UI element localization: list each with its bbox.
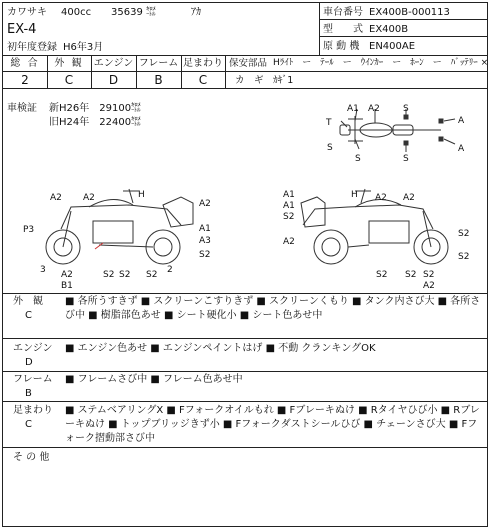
auction-sheet <box>2 2 488 527</box>
frame-notes: ■ フレームさび中 ■ フレーム色あせ中 <box>65 374 243 385</box>
left-label-s2-b: S2 <box>119 270 131 280</box>
left-label-a2-front: A2 <box>50 193 62 203</box>
inspection-label: 車検証 <box>7 103 37 114</box>
right-label-s2-a: S2 <box>376 270 388 280</box>
inspection-line-2: 旧H24年 22400㌖ <box>49 117 142 128</box>
right-label-s2-c: S2 <box>423 270 435 280</box>
top-label-a-lower: A <box>458 144 465 154</box>
frame-grade: B <box>25 388 32 399</box>
frame-number-value: EX400B-000113 <box>369 7 450 18</box>
right-label-a2-front: A2 <box>403 193 415 203</box>
model-name: EX-4 <box>7 22 37 37</box>
top-label-a1: A1 <box>347 104 359 114</box>
suspension-label: 足まわり <box>13 405 53 416</box>
other-label: そ の 他 <box>13 452 50 463</box>
left-label-s2-rear: S2 <box>199 250 211 260</box>
right-label-h: H <box>351 190 358 200</box>
left-label-a2-tank: A2 <box>83 193 95 203</box>
exterior-notes: ■ 各所うすきず ■ スクリーンこすりきず ■ スクリーンくもり ■ タンク内さび大 ■ 各所さび中 ■ 樹脂部色あせ ■ シート硬化小 ■ シート色あせ中 <box>65 296 481 321</box>
exterior-label: 外 観 <box>13 296 43 307</box>
top-label-s: S <box>403 104 409 114</box>
left-label-a2-bottom: A2 <box>61 270 73 280</box>
grade-suspension-value: C <box>198 73 208 87</box>
left-label-p3: P3 <box>23 225 35 235</box>
right-label-s2-rear: S2 <box>283 212 295 222</box>
left-label-a1: A1 <box>199 224 211 234</box>
suspension-grade: C <box>25 419 32 430</box>
right-label-a1-lower: A1 <box>283 201 295 211</box>
left-label-3: 3 <box>40 265 46 275</box>
equipment-row-2: カ ギ ｶｷﾞ1 <box>235 75 294 86</box>
frame-label: フレーム <box>13 374 53 385</box>
left-label-2: 2 <box>167 265 173 275</box>
grade-engine-value: D <box>108 73 119 87</box>
engine-grade: D <box>25 357 33 368</box>
type-value: EX400B <box>369 24 409 35</box>
left-label-a2-rear: A2 <box>199 199 211 209</box>
grade-exterior-value: C <box>64 73 74 87</box>
right-label-a1-upper: A1 <box>283 190 295 200</box>
top-label-a2: A2 <box>368 104 380 114</box>
damage-diagrams <box>3 89 487 289</box>
engine-model-value: EN400AE <box>369 41 416 52</box>
grade-engine-head: エンジン <box>93 58 134 69</box>
grade-overall-value: 2 <box>21 73 29 87</box>
type-label: 型 式 <box>323 24 363 35</box>
engine-model-label: 原 動 機 <box>323 41 360 52</box>
left-side-motorcycle <box>46 189 193 264</box>
grade-overall-head: 総 合 <box>10 58 40 69</box>
grade-exterior-head: 外 観 <box>54 58 84 69</box>
first-registration-label: 初年度登録 <box>7 42 57 53</box>
mileage: 35639 ㌖ <box>111 7 156 18</box>
first-registration-value: H6年3月 <box>63 42 104 53</box>
left-label-s2-a: S2 <box>103 270 115 280</box>
left-label-h: H <box>138 190 145 200</box>
right-label-s2-front-b: S2 <box>458 252 470 262</box>
displacement: 400cc <box>61 7 92 18</box>
color: ｱｶ <box>191 7 201 18</box>
top-label-s-rear: S <box>403 154 409 164</box>
grade-frame-head: フレーム <box>138 58 179 69</box>
left-label-b1: B1 <box>61 281 73 289</box>
right-label-a2-bottom: A2 <box>423 281 435 289</box>
exterior-grade: C <box>25 310 32 321</box>
top-label-t: T <box>326 118 332 128</box>
top-view-motorcycle <box>340 109 455 152</box>
grade-frame-value: B <box>154 73 163 87</box>
top-label-s-lower: S <box>355 154 361 164</box>
frame-number-label: 車台番号 <box>323 7 363 18</box>
right-label-s2-b: S2 <box>405 270 417 280</box>
right-label-a2-tank: A2 <box>375 193 387 203</box>
equipment-row-1: Hﾗｲﾄ ー ﾃｰﾙ ー ｳｲﾝｶｰ ー ﾎｰﾝ ー ﾊﾞｯﾃﾘｰ × <box>273 58 489 68</box>
grade-suspension-head: 足まわり <box>183 58 223 69</box>
engine-notes: ■ エンジン色あせ ■ エンジンペイントはげ ■ 不動 クランキングOK <box>65 343 376 354</box>
top-label-a-upper: A <box>458 116 465 126</box>
left-label-s2-c: S2 <box>146 270 158 280</box>
right-label-a2-rear: A2 <box>283 237 295 247</box>
engine-label: エンジン <box>13 343 53 354</box>
inspection-line-1: 新H26年 29100㌖ <box>49 103 142 114</box>
top-label-s-left: S <box>327 143 333 153</box>
maker: カワサキ <box>7 7 47 18</box>
left-label-a3: A3 <box>199 236 211 246</box>
suspension-notes: ■ ステムベアリングX ■ Fフォークオイルもれ ■ Fブレーキぬけ ■ Rタイヤひび小 ■ Rブレーキぬけ ■ トップブリッジきず小 ■ Fフォークダストシールひび ■ チェーンさび大 ■ Fフォーク摺動部さび中 <box>65 405 480 444</box>
right-label-s2-front-a: S2 <box>458 229 470 239</box>
equipment-label: 保安部品 <box>229 58 268 69</box>
